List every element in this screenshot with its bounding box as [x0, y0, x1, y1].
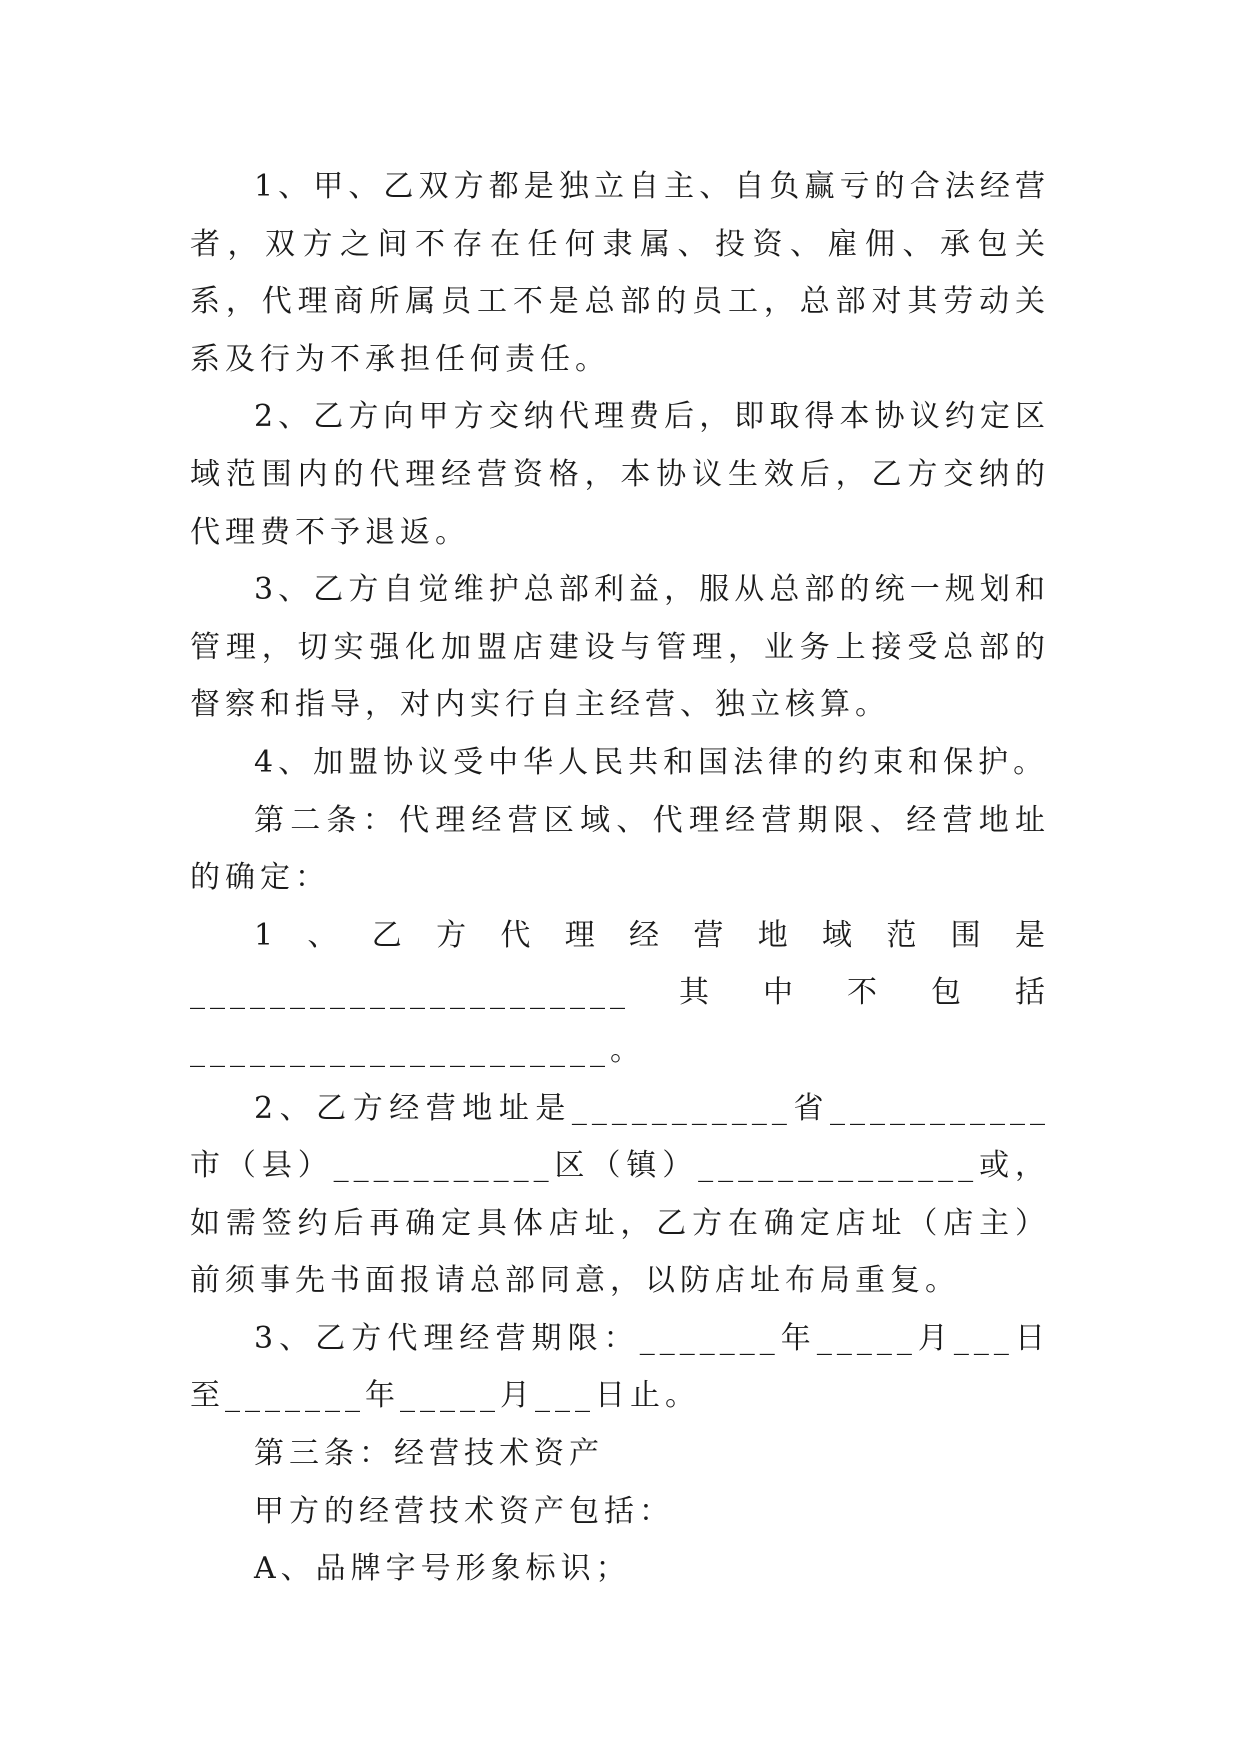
paragraph-assets-intro: 甲方的经营技术资产包括： [254, 1493, 674, 1529]
document-body [190, 158, 1050, 1598]
paragraph-region: 1、乙方代理经营地域范围是______________________其中不包括_____________________。 [190, 917, 1050, 1068]
paragraph-clause-1-2: 2、乙方向甲方交纳代理费后，即取得本协议约定区域范围内的代理经营资格，本协议生效后，乙方交纳的代理费不予退返。 [190, 399, 1050, 550]
heading-article-3: 第三条：经营技术资产 [254, 1436, 604, 1472]
paragraph-clause-1-4: 4、加盟协议受中华人民共和国法律的约束和保护。 [254, 744, 1049, 780]
paragraph-clause-1-1: 1、甲、乙双方都是独立自主、自负赢亏的合法经营者，双方之间不存在任何隶属、投资、雇佣、承包关系，代理商所属员工不是总部的员工，总部对其劳动关系及行为不承担任何责任。 [190, 169, 1050, 377]
heading-article-2: 第二条：代理经营区域、代理经营期限、经营地址的确定： [190, 802, 1050, 896]
paragraph-assets-a: A、品牌字号形象标识； [254, 1551, 631, 1587]
paragraph-address: 2、乙方经营地址是___________省___________市（县）___________区（镇）______________或，如需签约后再确定具体店址，乙方在确定店址（店主）前须事先书面报请总部同意，以防店址布局重复。 [190, 1090, 1050, 1299]
paragraph-term: 3、乙方代理经营期限：_______年_____月___日至_______年_____月___日止。 [190, 1320, 1050, 1414]
paragraph-clause-1-3: 3、乙方自觉维护总部利益，服从总部的统一规划和管理，切实强化加盟店建设与管理，业务上接受总部的督察和指导，对内实行自主经营、独立核算。 [190, 572, 1050, 723]
